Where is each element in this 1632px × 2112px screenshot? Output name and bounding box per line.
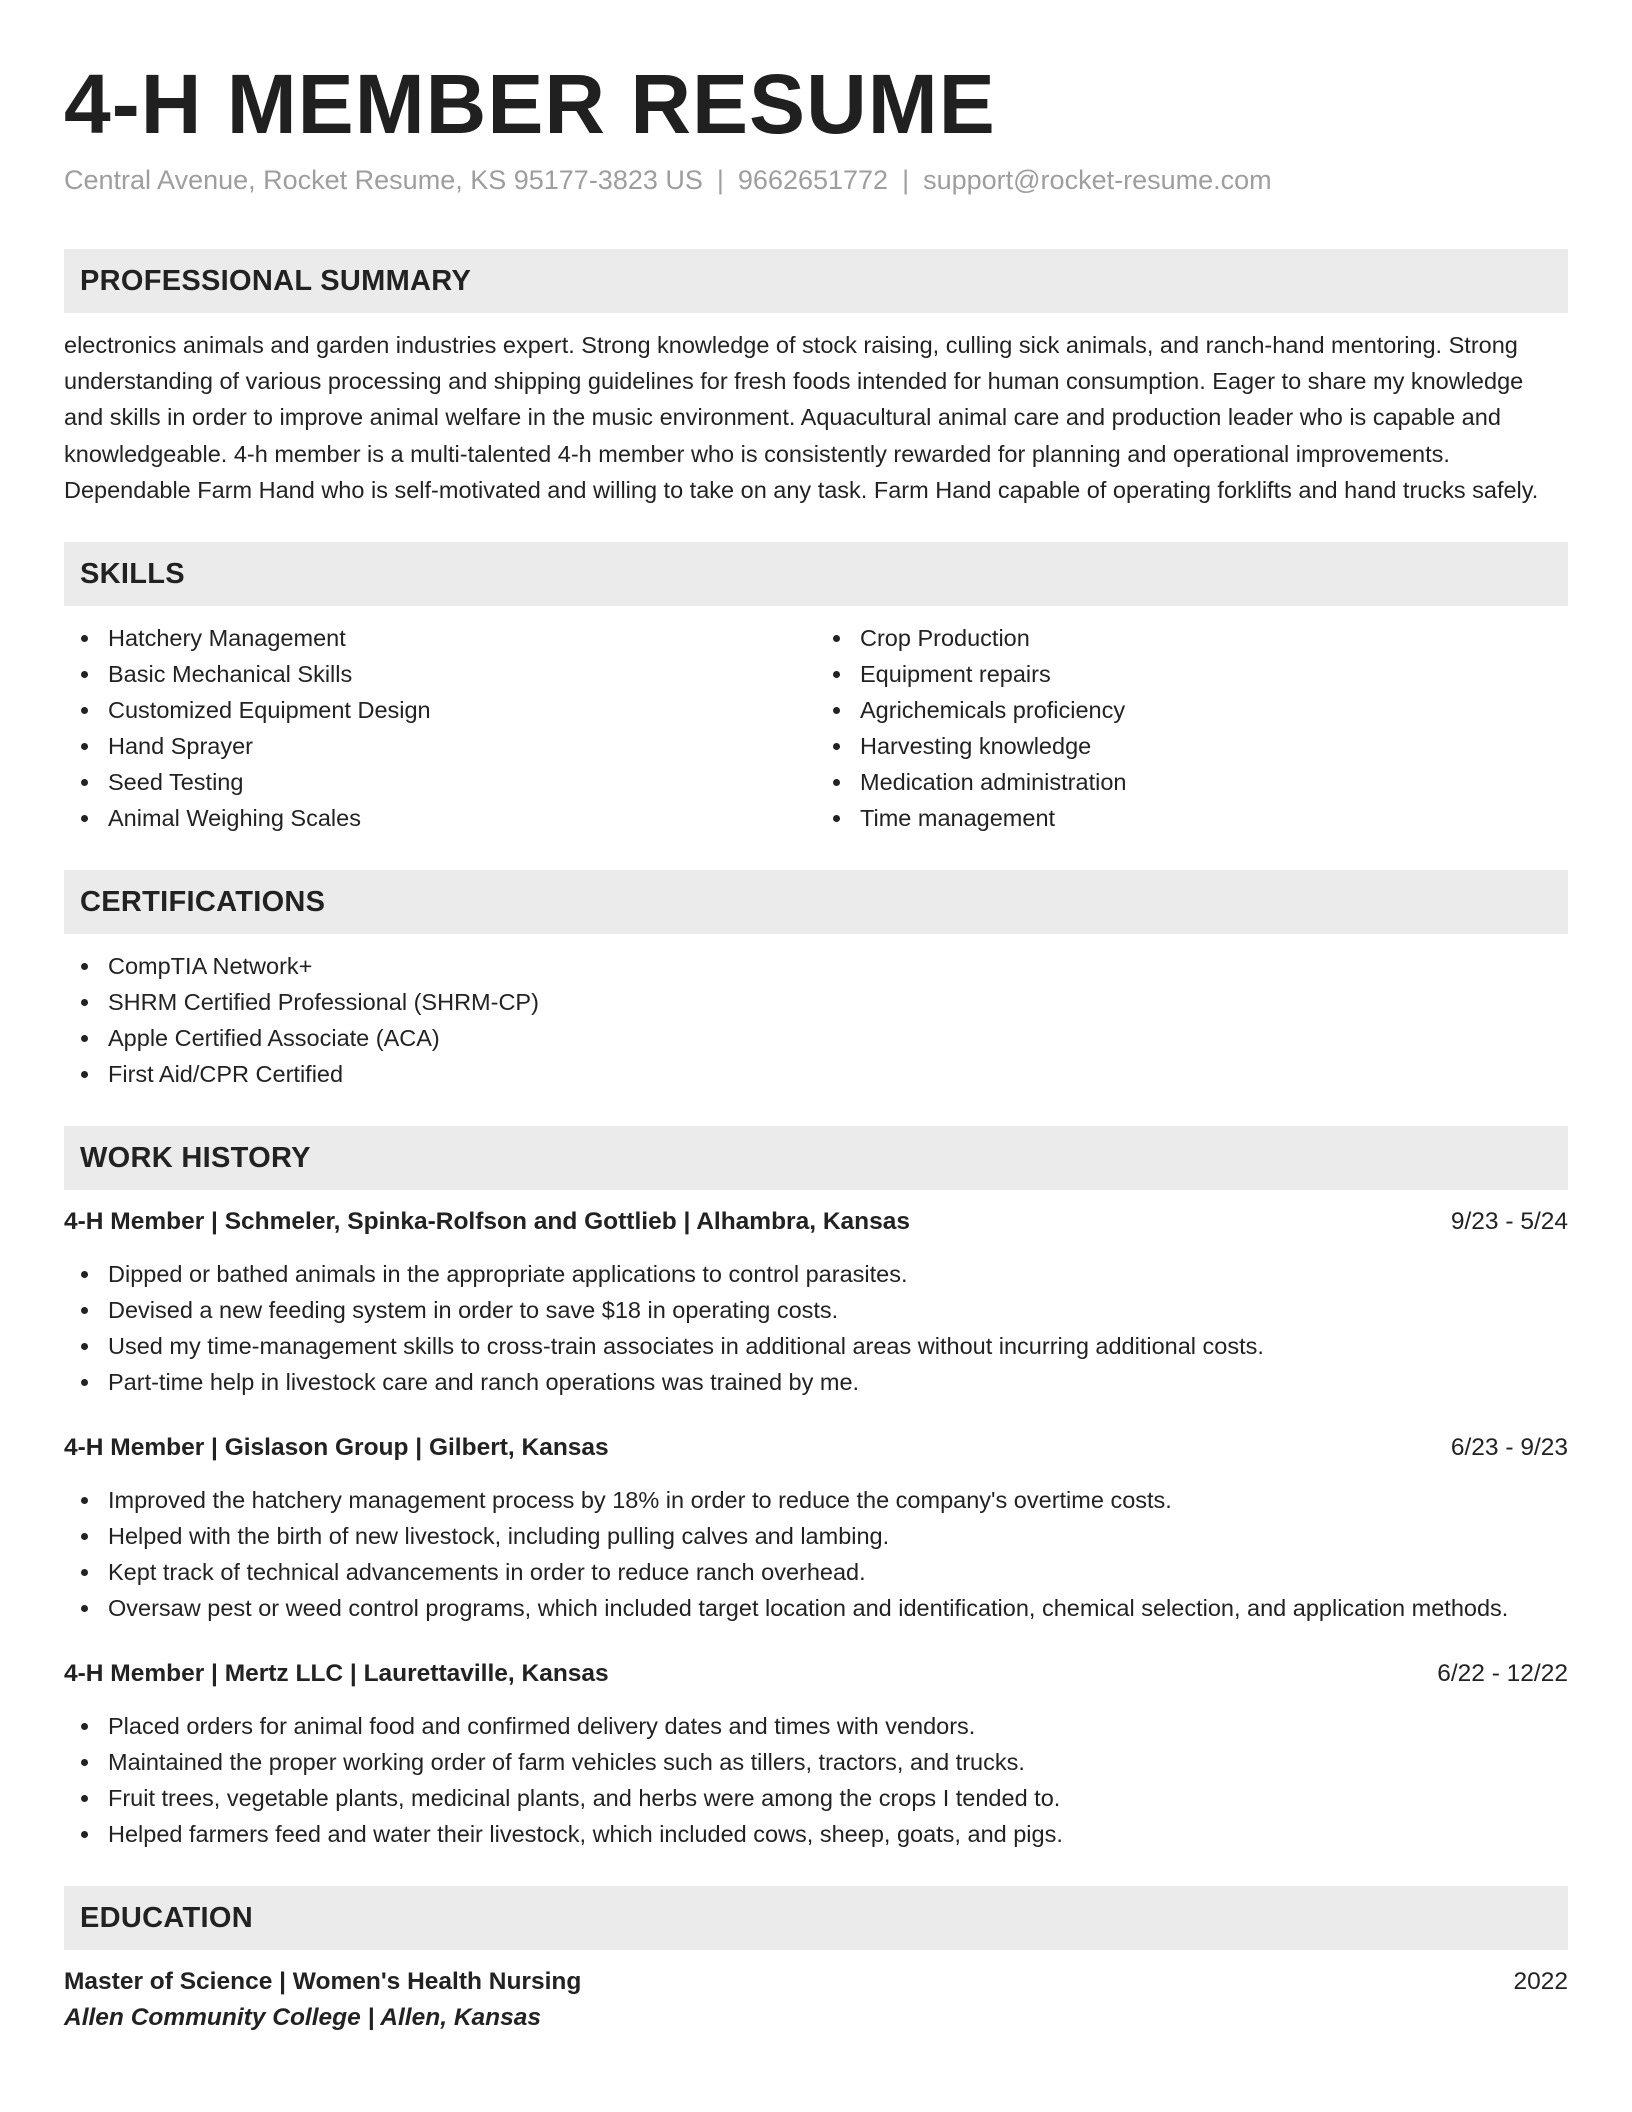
job-entry (64, 1204, 1568, 1400)
job-bullets (64, 1482, 1568, 1626)
resume-page (64, 0, 1568, 2036)
job-header (64, 1656, 1568, 1692)
contact-line (64, 162, 1568, 198)
job-bullets (64, 1708, 1568, 1852)
job-bullet: Maintained the proper working order of farm vehicles such as tillers, tractors, and trucks. (108, 1744, 1568, 1780)
certification-item: CompTIA Network+ (108, 948, 1568, 984)
education-entry (64, 1964, 1568, 2000)
job-bullet: Devised a new feeding system in order to save $18 in operating costs. (108, 1292, 1568, 1328)
job-bullet: Used my time-management skills to cross-train associates in additional areas without incurring additional costs. (108, 1328, 1568, 1364)
skill-item: Animal Weighing Scales (108, 800, 816, 836)
job-bullets (64, 1256, 1568, 1400)
summary-text: electronics animals and garden industries expert. Strong knowledge of stock raising, culling sick animals, and ranch-hand mentoring. Strong understanding of various processing and shipping guidelines for fresh foods intended for human consumption. Eager to share my knowledge and skills in order to improve animal welfare in the music environment. Aquacultural animal care and production leader who is capable and knowledgeable. 4-h member is a multi-talented 4-h member who is consistently rewarded for planning and operational improvements. Dependable Farm Hand who is self-motivated and willing to take on any task. Farm Hand capable of operating forklifts and hand trucks safely. (64, 332, 1539, 503)
job-title: 4-H Member | Schmeler, Spinka-Rolfson and Gottlieb | Alhambra, Kansas (64, 1208, 910, 1236)
education-year: 2022 (1513, 1968, 1568, 1996)
job-header (64, 1204, 1568, 1240)
skill-item: Hatchery Management (108, 620, 816, 656)
skills-list-right (816, 620, 1568, 836)
education-heading: EDUCATION (64, 1886, 1568, 1950)
skill-item: Time management (860, 800, 1568, 836)
skills-columns (64, 620, 1568, 836)
job-bullet: Fruit trees, vegetable plants, medicinal plants, and herbs were among the crops I tended to. (108, 1780, 1568, 1816)
contact-address: Central Avenue, Rocket Resume, KS 95177-3823 US (64, 165, 703, 195)
job-bullet: Helped with the birth of new livestock, including pulling calves and lambing. (108, 1518, 1568, 1554)
certification-item: Apple Certified Associate (ACA) (108, 1020, 1568, 1056)
job-title: 4-H Member | Gislason Group | Gilbert, Kansas (64, 1434, 609, 1462)
education-school: Allen Community College | Allen, Kansas (64, 2004, 541, 2032)
job-entry (64, 1430, 1568, 1626)
skill-item: Equipment repairs (860, 656, 1568, 692)
job-bullet: Placed orders for animal food and confirmed delivery dates and times with vendors. (108, 1708, 1568, 1744)
skill-item: Crop Production (860, 620, 1568, 656)
job-bullet: Improved the hatchery management process by 18% in order to reduce the company's overtime costs. (108, 1482, 1568, 1518)
skills-list-left (64, 620, 816, 836)
skill-item: Customized Equipment Design (108, 692, 816, 728)
work-history-heading: WORK HISTORY (64, 1126, 1568, 1190)
contact-separator: | (902, 165, 910, 195)
job-entry (64, 1656, 1568, 1852)
skills-heading: SKILLS (64, 542, 1568, 606)
job-title: 4-H Member | Mertz LLC | Laurettaville, Kansas (64, 1660, 609, 1688)
contact-separator: | (716, 165, 724, 195)
skill-item: Medication administration (860, 764, 1568, 800)
job-header (64, 1430, 1568, 1466)
resume-title: 4-H MEMBER RESUME (64, 57, 996, 151)
job-bullet: Helped farmers feed and water their livestock, which included cows, sheep, goats, and pigs. (108, 1816, 1568, 1852)
skill-item: Agrichemicals proficiency (860, 692, 1568, 728)
certification-item: First Aid/CPR Certified (108, 1056, 1568, 1092)
summary-heading: PROFESSIONAL SUMMARY (64, 249, 1568, 313)
skill-item: Basic Mechanical Skills (108, 656, 816, 692)
job-bullet: Oversaw pest or weed control programs, which included target location and identification, chemical selection, and application methods. (108, 1590, 1568, 1626)
job-dates: 9/23 - 5/24 (1450, 1208, 1568, 1236)
job-dates: 6/22 - 12/22 (1437, 1660, 1568, 1688)
skill-item: Harvesting knowledge (860, 728, 1568, 764)
contact-phone: 9662651772 (737, 165, 889, 195)
skill-item: Hand Sprayer (108, 728, 816, 764)
education-degree: Master of Science | Women's Health Nursing (64, 1968, 582, 1996)
job-bullet: Kept track of technical advancements in order to reduce ranch overhead. (108, 1554, 1568, 1590)
certifications-list (64, 948, 1568, 1092)
job-bullet: Dipped or bathed animals in the appropriate applications to control parasites. (108, 1256, 1568, 1292)
certification-item: SHRM Certified Professional (SHRM-CP) (108, 984, 1568, 1020)
skill-item: Seed Testing (108, 764, 816, 800)
job-dates: 6/23 - 9/23 (1450, 1434, 1568, 1462)
job-bullet: Part-time help in livestock care and ranch operations was trained by me. (108, 1364, 1568, 1400)
certifications-heading: CERTIFICATIONS (64, 870, 1568, 934)
contact-email: support@rocket-resume.com (923, 165, 1272, 195)
